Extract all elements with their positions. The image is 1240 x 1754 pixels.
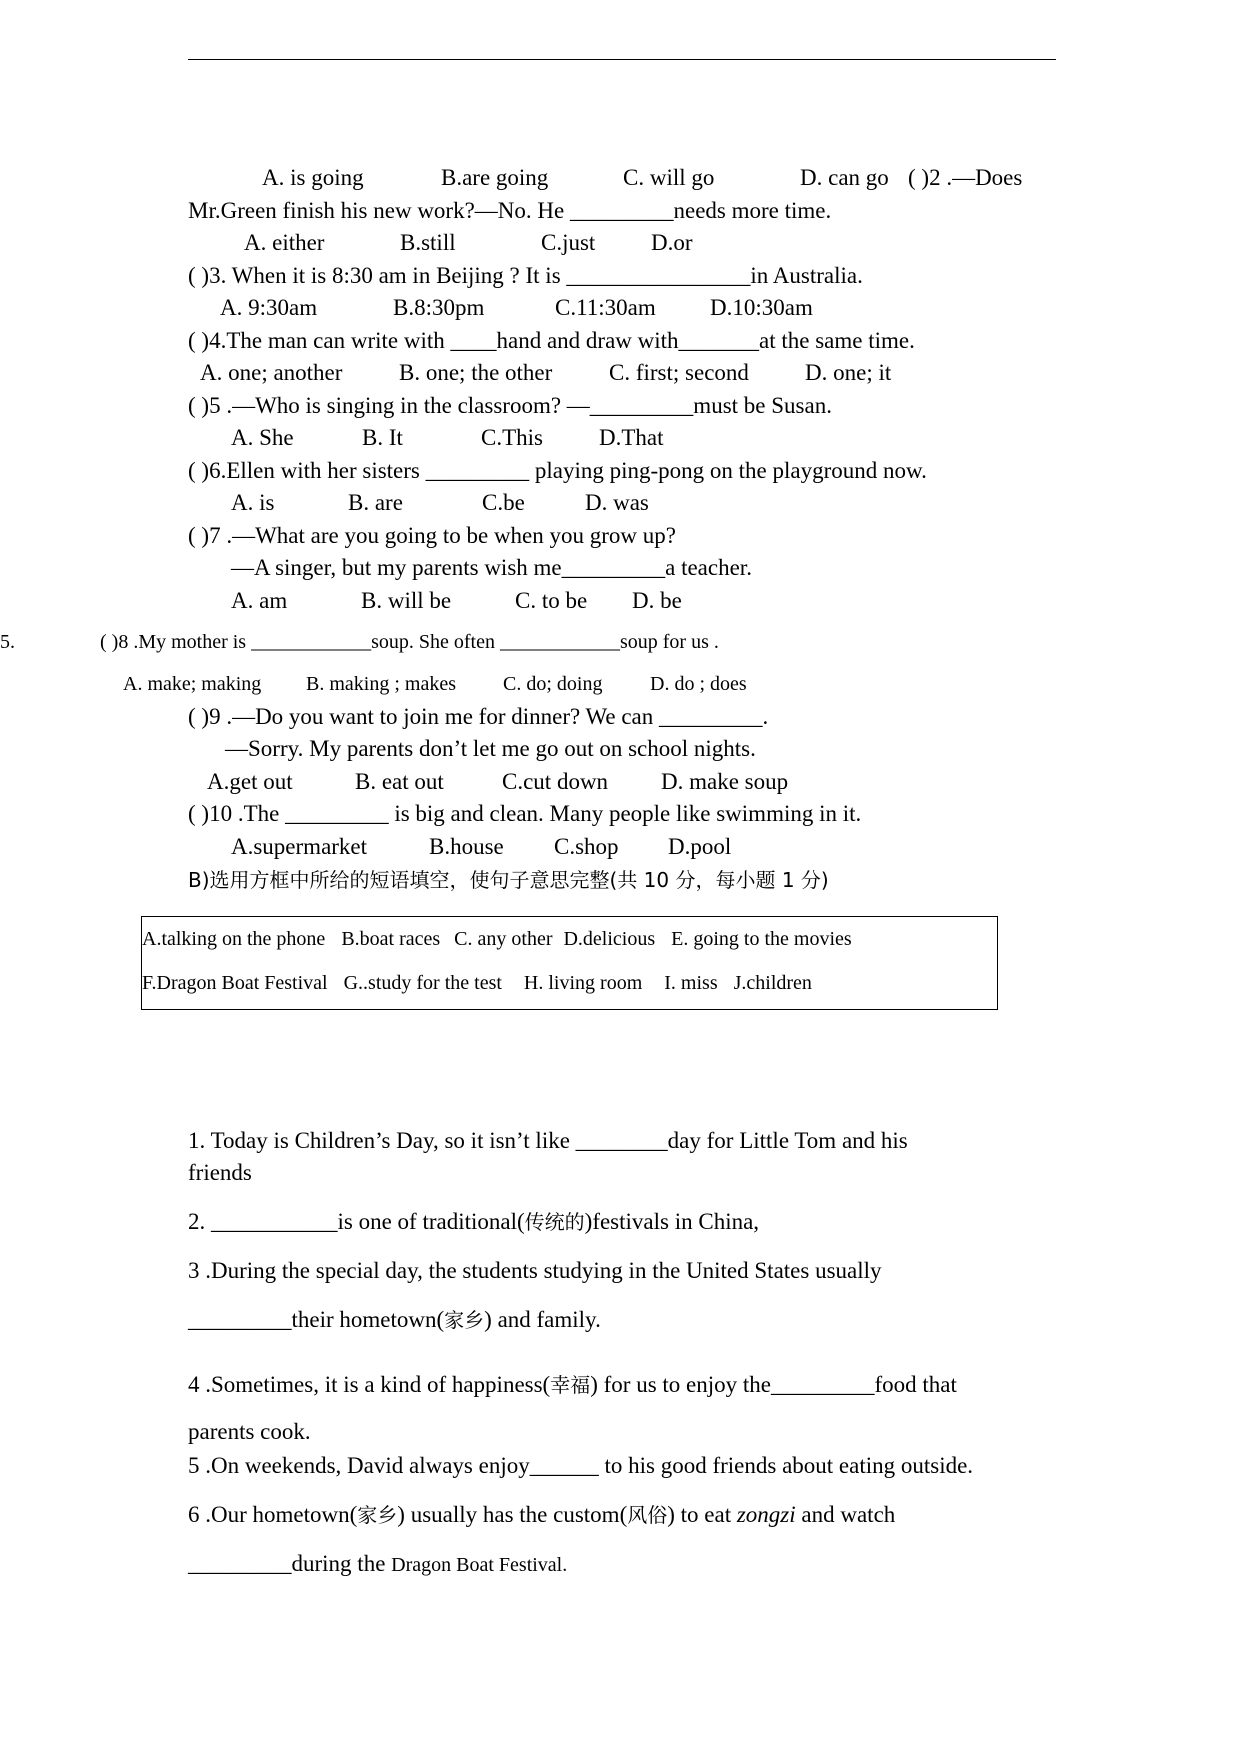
q2-option-d: D.or <box>651 230 693 255</box>
word-bank-item: C. any other <box>454 928 553 950</box>
q2-option-a: A. either <box>244 230 325 255</box>
word-bank-item: F.Dragon Boat Festival <box>142 972 328 994</box>
fill-sentence-2-part: 2. ___________is one of traditional( <box>188 1209 525 1234</box>
q3-option-a: A. 9:30am <box>220 295 318 320</box>
q3-stem: ( )3. When it is 8:30 am in Beijing ? It is ________________in Australia. <box>188 263 863 288</box>
q10-stem: ( )10 .The _________ is big and clean. Many people like swimming in it. <box>188 801 862 826</box>
q4-option-c: C. first; second <box>609 360 749 385</box>
q5-option-b: B. It <box>362 425 403 450</box>
fill-sentence-5: 5 .On weekends, David always enjoy______ to his good friends about eating outside. <box>188 1453 974 1478</box>
fill-sentence-6-part: ) usually has the custom( <box>397 1502 628 1527</box>
q4-stem: ( )4.The man can write with ____hand and draw with_______at the same time. <box>188 328 915 353</box>
fill-sentence-3-part: _________their hometown( <box>188 1307 445 1332</box>
word-bank-row-2 <box>142 971 812 995</box>
q8-stem: ( )8 .My mother is ____________soup. She often ____________soup for us . <box>100 631 719 653</box>
q7-response: —A singer, but my parents wish me_________a teacher. <box>231 555 752 580</box>
word-bank-item: H. living room <box>523 972 643 994</box>
fill-sentence-1-cont: friends <box>188 1160 252 1185</box>
fill-sentence-6-cjk: 家乡 <box>357 1503 398 1527</box>
q5-option-d: D.That <box>599 425 664 450</box>
fill-sentence-4-cjk: 幸福 <box>550 1373 591 1397</box>
section-b-title: B)选用方框中所给的短语填空，使句子意思完整(共 10 分，每小题 1 分) <box>188 868 829 892</box>
fill-sentence-6 <box>188 1501 895 1529</box>
word-bank-item: E. going to the movies <box>671 928 852 950</box>
fill-sentence-2-cjk: 传统的 <box>524 1210 585 1234</box>
q8-number-fragment: 5. <box>0 631 15 653</box>
fill-sentence-2-part: )festivals in China, <box>584 1209 760 1234</box>
fill-sentence-3-cont <box>188 1306 601 1334</box>
word-bank-item: G..study for the test <box>343 972 502 994</box>
fill-sentence-4-cont: parents cook. <box>188 1419 311 1444</box>
q6-option-a: A. is <box>231 490 275 515</box>
q3-option-b: B.8:30pm <box>393 295 485 320</box>
fill-sentence-3-part: ) and family. <box>484 1307 601 1332</box>
fill-sentence-6-part: _________during the <box>188 1551 392 1576</box>
word-bank-box <box>141 916 998 1010</box>
fill-sentence-6-part: ) to eat <box>667 1502 737 1527</box>
fill-sentence-6-part: Dragon Boat Festival. <box>391 1554 568 1576</box>
q6-stem: ( )6.Ellen with her sisters _________ playing ping-pong on the playground now. <box>188 458 927 483</box>
q2-option-c: C.just <box>541 230 596 255</box>
q7-option-c: C. to be <box>515 588 588 613</box>
word-bank-item: D.delicious <box>563 928 656 950</box>
q2-stem-start: ( )2 .—Does <box>908 165 1023 190</box>
word-bank-item: B.boat races <box>341 928 441 950</box>
q7-option-d: D. be <box>632 588 682 613</box>
q9-response: —Sorry. My parents don’t let me go out on school nights. <box>225 736 756 761</box>
q4-option-d: D. one; it <box>805 360 892 385</box>
q7-option-a: A. am <box>231 588 288 613</box>
word-bank-item: A.talking on the phone <box>142 928 326 950</box>
fill-sentence-6-cont <box>188 1550 567 1579</box>
fill-sentence-4-part: 4 .Sometimes, it is a kind of happiness( <box>188 1372 551 1397</box>
q6-option-b: B. are <box>348 490 403 515</box>
q3-option-d: D.10:30am <box>710 295 813 320</box>
fill-sentence-3: 3 .During the special day, the students studying in the United States usually <box>188 1258 882 1283</box>
fill-sentence-6-part: 6 .Our hometown( <box>188 1502 358 1527</box>
q8-option-b: B. making ; makes <box>306 673 456 695</box>
q9-option-c: C.cut down <box>502 769 609 794</box>
q7-option-b: B. will be <box>361 588 452 613</box>
q10-option-b: B.house <box>429 834 504 859</box>
q1-options <box>262 164 364 192</box>
word-bank-row-1 <box>142 927 852 951</box>
q9-stem: ( )9 .—Do you want to join me for dinner? We can _________. <box>188 704 769 729</box>
fill-sentence-6-cjk: 风俗 <box>627 1503 668 1527</box>
q1-option-b: B.are going <box>441 165 549 190</box>
q8-option-a: A. make; making <box>123 673 262 695</box>
q5-stem: ( )5 .—Who is singing in the classroom? —_________must be Susan. <box>188 393 832 418</box>
q2-option-b: B.still <box>400 230 456 255</box>
q1-option-c: C. will go <box>623 165 715 190</box>
fill-sentence-4-part: ) for us to enjoy the_________food that <box>590 1372 957 1397</box>
q3-option-c: C.11:30am <box>555 295 656 320</box>
q10-option-a: A.supermarket <box>231 834 368 859</box>
fill-sentence-6-italic: zongzi <box>736 1502 796 1527</box>
q10-option-d: D.pool <box>668 834 732 859</box>
q8-option-c: C. do; doing <box>503 673 603 695</box>
q9-option-a: A.get out <box>207 769 293 794</box>
q2-stem: Mr.Green finish his new work?—No. He _________needs more time. <box>188 198 832 223</box>
q4-option-a: A. one; another <box>200 360 343 385</box>
fill-sentence-4 <box>188 1371 957 1399</box>
q9-option-b: B. eat out <box>355 769 444 794</box>
q10-option-c: C.shop <box>554 834 619 859</box>
fill-sentence-2 <box>188 1208 759 1236</box>
q7-stem: ( )7 .—What are you going to be when you grow up? <box>188 523 676 548</box>
fill-sentence-6-part: and watch <box>795 1502 896 1527</box>
q1-option-a: A. is going <box>262 165 364 190</box>
q6-option-d: D. was <box>585 490 649 515</box>
q9-option-d: D. make soup <box>661 769 789 794</box>
q5-option-a: A. She <box>231 425 294 450</box>
q1-option-d: D. can go <box>800 165 889 190</box>
header-rule <box>188 59 1056 60</box>
q5-option-c: C.This <box>481 425 543 450</box>
fill-sentence-1: 1. Today is Children’s Day, so it isn’t like ________day for Little Tom and his <box>188 1128 908 1153</box>
fill-sentence-3-cjk: 家乡 <box>444 1308 485 1332</box>
word-bank-item: I. miss <box>664 972 718 994</box>
q8-option-d: D. do ; does <box>650 673 747 695</box>
q6-option-c: C.be <box>482 490 525 515</box>
word-bank-item: J.children <box>733 972 812 994</box>
q4-option-b: B. one; the other <box>399 360 553 385</box>
